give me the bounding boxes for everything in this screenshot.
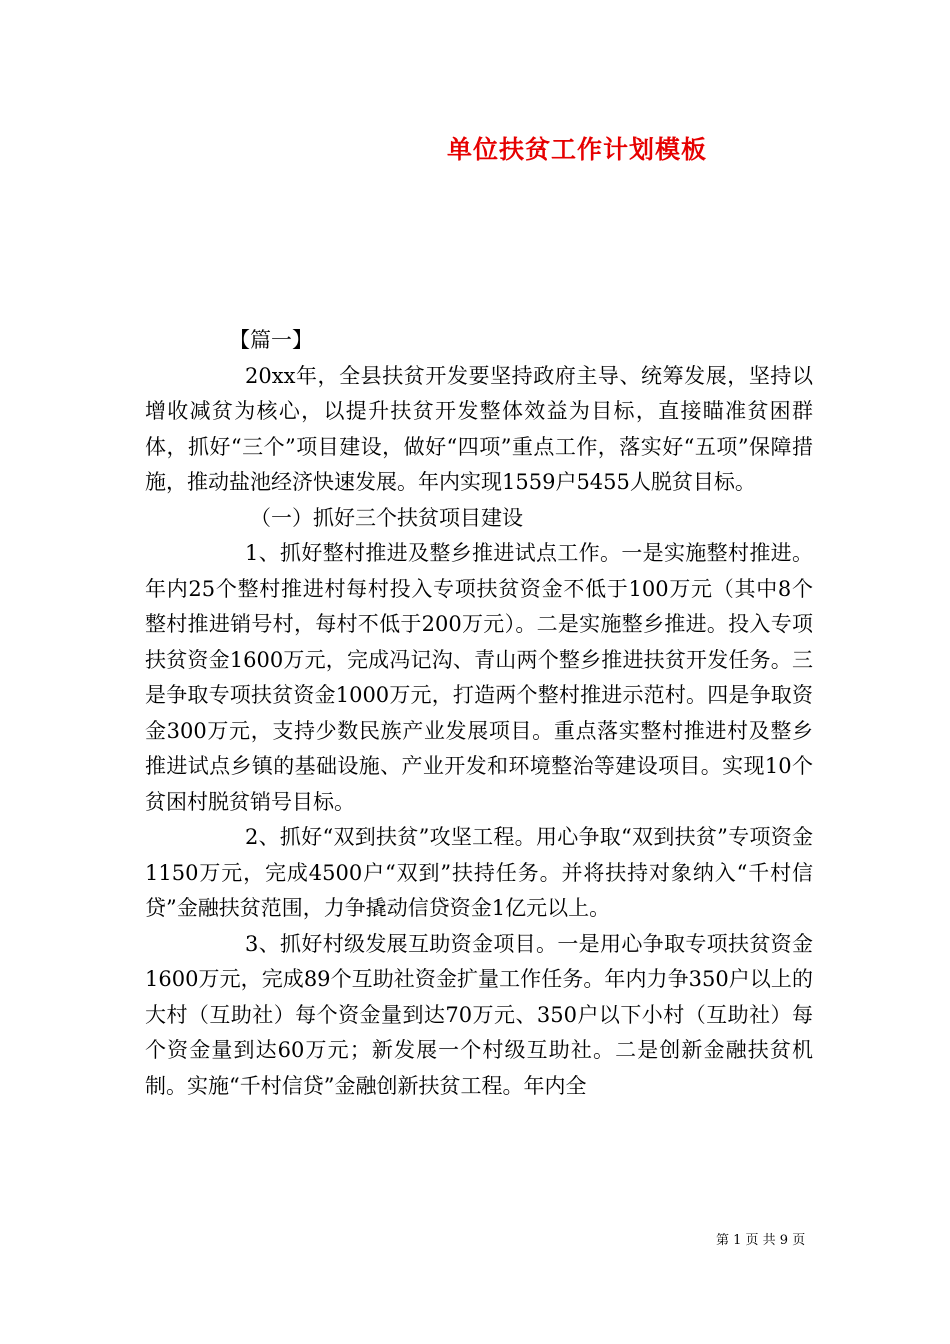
page-footer: 第 1 页 共 9 页 <box>716 1233 806 1248</box>
paragraph-item-2: 2、抓好“双到扶贫”攻坚工程。用心争取“双到扶贫”专项资金1150万元，完成4500户“双到”扶持任务。并将扶持对象纳入“千村信贷”金融扶贫范围，力争撬动信贷资金1亿元以上。 <box>145 825 813 920</box>
section-label: 【篇一】 <box>229 328 313 352</box>
paragraph-item-1: 1、抓好整村推进及整乡推进试点工作。一是实施整村推进。年内25个整村推进村每村投入专项扶贫资金不低于100万元（其中8个整村推进销号村，每村不低于200万元）。二是实施整乡推进。投入专项扶贫资金1600万元，完成冯记沟、青山两个整乡推进扶贫开发任务。三是争取专项扶贫资金1000万元，打造两个整村推进示范村。四是争取资金300万元，支持少数民族产业发展项目。重点落实整村推进村及整乡推进试点乡镇的基础设施、产业开发和环境整治等建设项目。实现10个贫困村脱贫销号目标。 <box>145 541 813 814</box>
paragraph-intro: 20xx年，全县扶贫开发要坚持政府主导、统筹发展，坚持以增收减贫为核心，以提升扶贫开发整体效益为目标，直接瞄准贫困群体，抓好“三个”项目建设，做好“四项”重点工作，落实好“五项”保障措施，推动盐池经济快速发展。年内实现1559户5455人脱贫目标。 <box>145 363 813 494</box>
subheading-projects: （一）抓好三个扶贫项目建设 <box>250 505 523 530</box>
paragraph-item-3: 3、抓好村级发展互助资金项目。一是用心争取专项扶贫资金1600万元，完成89个互助社资金扩量工作任务。年内力争350户以上的大村（互助社）每个资金量到达70万元、350户以下小村（互助社）每个资金量到达60万元；新发展一个村级互助社。二是创新金融扶贫机制。实施“千村信贷”金融创新扶贫工程。年内全 <box>145 931 813 1098</box>
document-body <box>145 323 813 1104</box>
document-title: 单位扶贫工作计划模板 <box>446 135 707 164</box>
